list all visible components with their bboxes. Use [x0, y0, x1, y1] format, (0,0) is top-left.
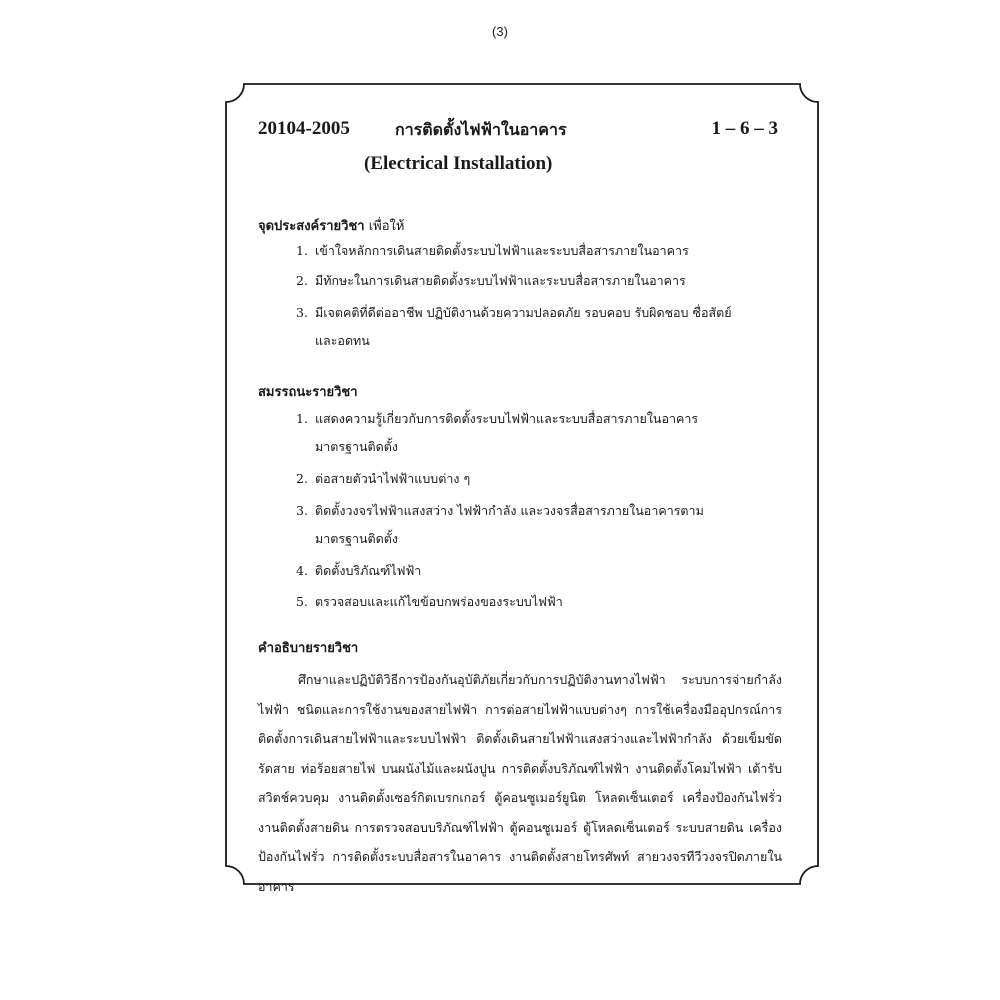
list-number: 2. [296, 273, 308, 288]
list-number: 5. [296, 594, 308, 609]
list-number: 2. [296, 471, 308, 486]
competencies-heading-label: สมรรถนะรายวิชา [258, 385, 358, 400]
list-text: ตรวจสอบและแก้ไขข้อบกพร่องของระบบไฟฟ้า [315, 594, 563, 609]
competency-item [296, 497, 782, 553]
list-number: 1. [296, 411, 308, 426]
course-code: 20104-2005 [258, 118, 350, 139]
list-text: ติดตั้งบริภัณฑ์ไฟฟ้า [315, 563, 422, 578]
objectives-heading-suffix: เพื่อให้ [368, 219, 405, 234]
description-heading-label: คำอธิบายรายวิชา [258, 641, 359, 656]
course-header [258, 118, 778, 148]
list-text-continued: มาตรฐานติดตั้ง [315, 531, 399, 546]
objectives-heading [258, 215, 404, 236]
course-credits: 1 – 6 – 3 [711, 118, 778, 139]
page-number: (3) [492, 24, 508, 39]
description-paragraph: ศึกษาและปฏิบัติวิธีการป้องกันอุบัติภัยเกี่ยวกับการปฏิบัติงานทางไฟฟ้า ระบบการจ่ายกำลังไฟฟ้า ชนิดและการใช้งานของสายไฟฟ้า การต่อสายไฟฟ้าแบบต่างๆ การใช้เครื่องมืออุปกรณ์การติดตั้งการเดินสายไฟฟ้าและระบบไฟฟ้า ติดตั้งเดินสายไฟฟ้าแสงสว่างและไฟฟ้ากำลัง ด้วยเข็มขัดรัดสาย ท่อร้อยสายไฟ บนผนังไม้และผนังปูน การติดตั้งบริภัณฑ์ไฟฟ้า งานติดตั้งโคมไฟฟ้า เต้ารับ สวิตช์ควบคุม งานติดตั้งเซอร์กิตเบรกเกอร์ ตู้คอนซูเมอร์ยูนิต โหลดเซ็นเตอร์ เครื่องป้องกันไฟรั่ว งานติดตั้งสายดิน การตรวจสอบบริภัณฑ์ไฟฟ้า ตู้คอนซูเมอร์ ตู้โหลดเซ็นเตอร์ ระบบสายดิน เครื่องป้องกันไฟรั่ว การติดตั้งระบบสื่อสารในอาคาร งานติดตั้งสายโทรศัพท์ สายวงจรทีวีวงจรปิดภายในอาคาร [258, 672, 782, 894]
list-text: แสดงความรู้เกี่ยวกับการติดตั้งระบบไฟฟ้าและระบบสื่อสารภายในอาคาร [315, 411, 699, 426]
list-text-continued: และอดทน [315, 333, 370, 348]
list-text: ติดตั้งวงจรไฟฟ้าแสงสว่าง ไฟฟ้ากำลัง และวงจรสื่อสารภายในอาคารตาม [315, 503, 704, 518]
list-text: เข้าใจหลักการเดินสายติดตั้งระบบไฟฟ้าและระบบสื่อสารภายในอาคาร [315, 243, 689, 258]
competency-item [296, 588, 782, 616]
objective-item [296, 237, 782, 265]
competency-item [296, 465, 782, 493]
list-text: มีเจตคติที่ดีต่ออาชีพ ปฏิบัติงานด้วยความปลอดภัย รอบคอบ รับผิดชอบ ซื่อสัตย์ [315, 305, 732, 320]
course-description [258, 665, 782, 901]
competency-item [296, 405, 782, 461]
competencies-heading [258, 381, 358, 402]
objectives-heading-label: จุดประสงค์รายวิชา [258, 219, 365, 234]
list-number: 3. [296, 503, 308, 518]
competency-item [296, 557, 782, 585]
list-text: มีทักษะในการเดินสายติดตั้งระบบไฟฟ้าและระบบสื่อสารภายในอาคาร [315, 273, 686, 288]
list-number: 1. [296, 243, 308, 258]
list-number: 4. [296, 563, 308, 578]
course-title-thai: การติดตั้งไฟฟ้าในอาคาร [395, 120, 567, 139]
course-title-english: (Electrical Installation) [364, 153, 553, 174]
list-text-continued: มาตรฐานติดตั้ง [315, 439, 399, 454]
list-text: ต่อสายตัวนำไฟฟ้าแบบต่าง ๆ [315, 471, 471, 486]
list-number: 3. [296, 305, 308, 320]
description-heading [258, 637, 358, 658]
objective-item [296, 299, 782, 355]
objective-item [296, 267, 782, 295]
